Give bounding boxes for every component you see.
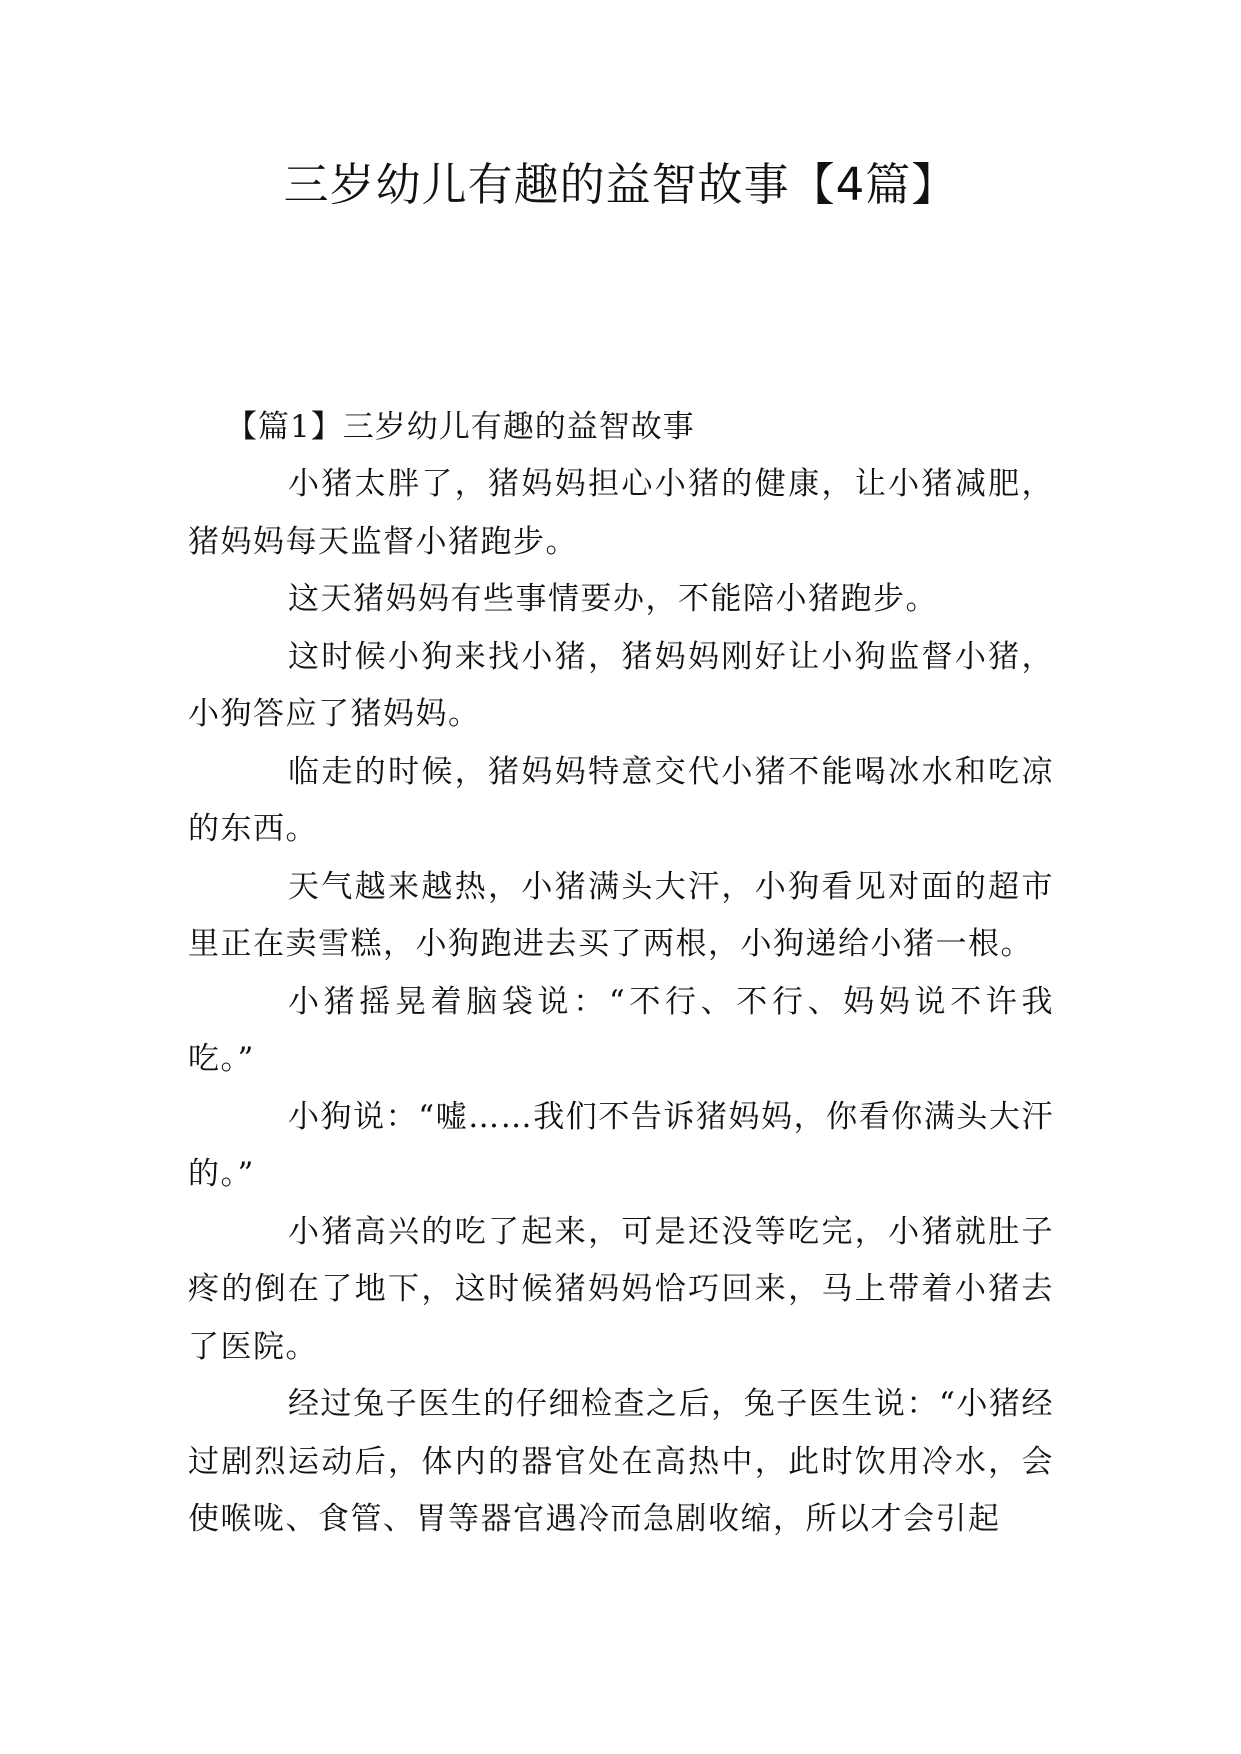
- paragraph: 小猪太胖了，猪妈妈担心小猪的健康，让小猪减肥，猪妈妈每天监督小猪跑步。: [188, 466, 1054, 560]
- document-title: 三岁幼儿有趣的益智故事【4篇】: [283, 158, 958, 211]
- paragraph: 临走的时候，猪妈妈特意交代小猪不能喝冰水和吃凉的东西。: [188, 753, 1054, 847]
- paragraph: 天气越来越热，小猪满头大汗，小狗看见对面的超市里正在卖雪糕，小狗跑进去买了两根，小狗递给小猪一根。: [188, 868, 1054, 962]
- paragraph: 经过兔子医生的仔细检查之后，兔子医生说：“小猪经过剧烈运动后，体内的器官处在高热中，此时饮用冷水，会使喉咙、食管、胃等器官遇冷而急剧收缩，所以才会引起: [188, 1386, 1054, 1537]
- paragraph: 小狗说：“嘘……我们不告诉猪妈妈，你看你满头大汗的。”: [188, 1098, 1054, 1192]
- paragraph: 这天猪妈妈有些事情要办，不能陪小猪跑步。: [288, 581, 938, 617]
- paragraph: 小猪高兴的吃了起来，可是还没等吃完，小猪就肚子疼的倒在了地下，这时候猪妈妈恰巧回来，马上带着小猪去了医院。: [188, 1213, 1054, 1365]
- paragraph: 这时候小狗来找小猪，猪妈妈刚好让小狗监督小猪，小狗答应了猪妈妈。: [188, 638, 1054, 732]
- document-body: [188, 398, 1054, 1549]
- paragraph: 小猪摇晃着脑袋说：“不行、不行、妈妈说不许我吃。”: [188, 983, 1054, 1077]
- section-heading: 【篇1】三岁幼儿有趣的益智故事: [226, 409, 695, 445]
